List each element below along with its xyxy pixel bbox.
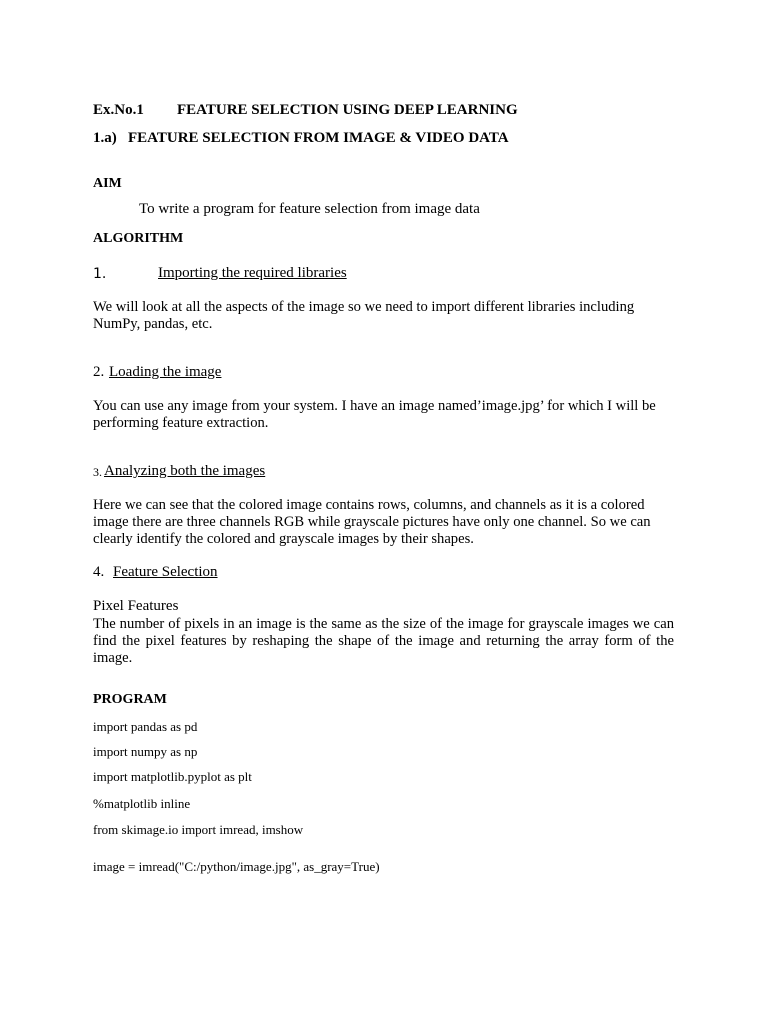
step-2-text: You can use any image from your system. I have an image named’image.jpg’ for which I will be performing feature extraction. (93, 398, 656, 431)
exercise-number: Ex.No.1 (93, 102, 144, 118)
step-1-title: Importing the required libraries (158, 265, 347, 281)
pixel-features-subheading: Pixel Features (93, 598, 179, 614)
aim-text: To write a program for feature selection from image data (139, 201, 480, 217)
program-heading: PROGRAM (93, 692, 167, 707)
code-line: import matplotlib.pyplot as plt (93, 769, 252, 784)
step-4-number: 4. (93, 564, 105, 580)
code-line: image = imread("C:/python/image.jpg", as_gray=True) (93, 859, 380, 874)
step-4-title: Feature Selection (113, 564, 218, 580)
step-1-number: 1. (93, 266, 107, 282)
code-line: from skimage.io import imread, imshow (93, 822, 304, 837)
step-3-number: 3. (93, 465, 102, 479)
step-3-title: Analyzing both the images (104, 463, 266, 479)
step-3-text: Here we can see that the colored image contains rows, columns, and channels as it is a colored image there are three channels RGB while grayscale pictures have only one channel. So we can clearly identify the colored and grayscale images by their shapes. (93, 497, 651, 547)
step-2-title: Loading the image (109, 364, 222, 380)
subtitle-number: 1.a) (93, 130, 117, 146)
algorithm-heading: ALGORITHM (93, 231, 184, 246)
code-line: import pandas as pd (93, 719, 198, 734)
page-title: FEATURE SELECTION USING DEEP LEARNING (177, 102, 518, 118)
code-line: %matplotlib inline (93, 796, 191, 811)
page-subtitle: FEATURE SELECTION FROM IMAGE & VIDEO DATA (128, 130, 509, 146)
step-2-number: 2. (93, 364, 105, 380)
step-4-text: The number of pixels in an image is the same as the size of the image for grayscale images we can find the pixel features by reshaping the shape of the image and returning the array form of the image. (93, 616, 674, 666)
step-1-text: We will look at all the aspects of the image so we need to import different libraries including NumPy, pandas, etc. (93, 299, 635, 332)
code-line: import numpy as np (93, 744, 198, 759)
aim-heading: AIM (93, 176, 122, 191)
